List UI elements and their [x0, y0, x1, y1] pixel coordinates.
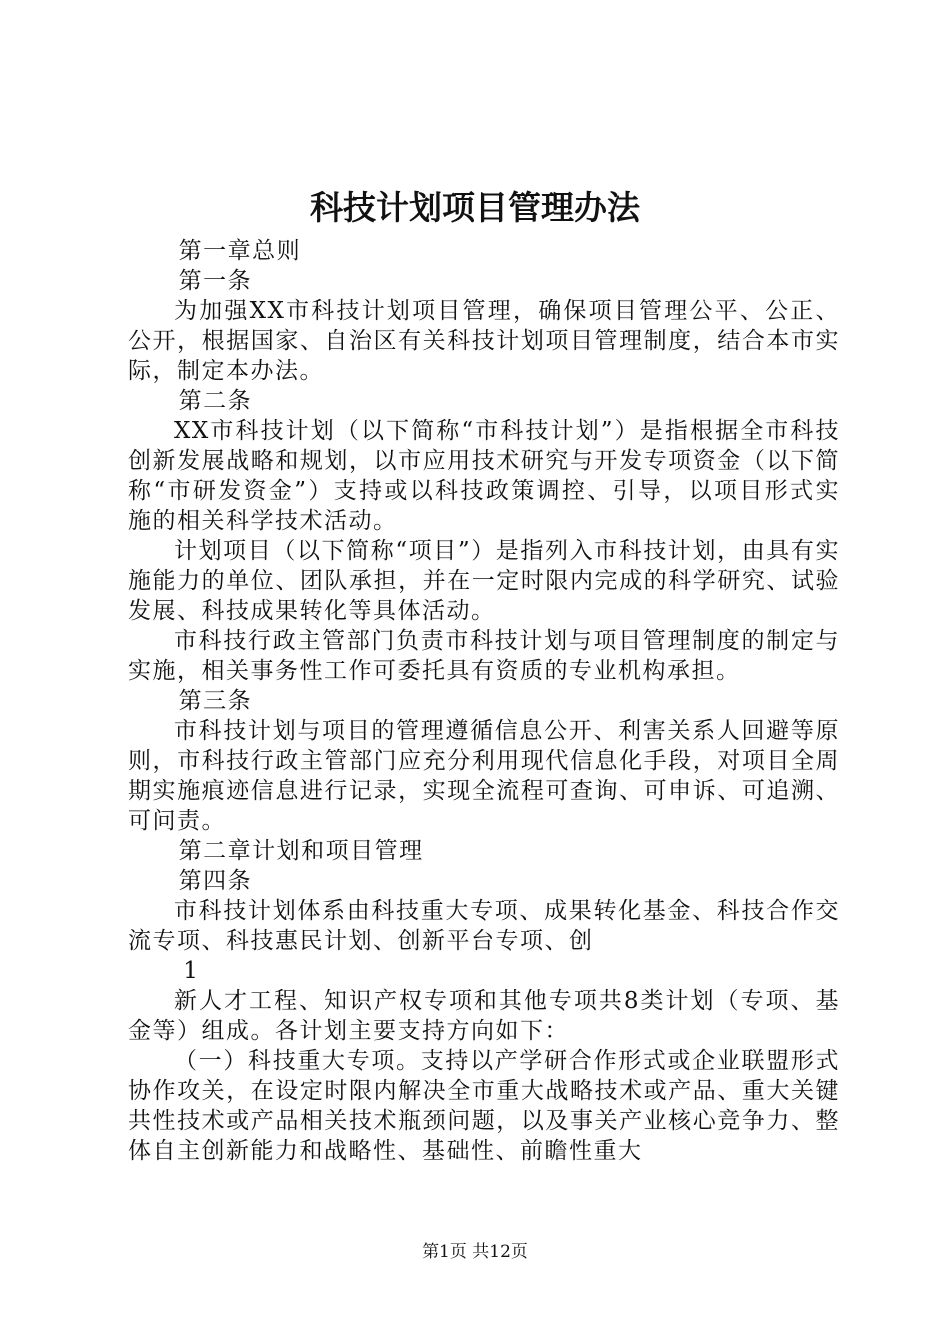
chapter-heading: 第二章计划和项目管理	[178, 838, 424, 864]
article-heading: 第一条	[178, 268, 253, 294]
body-paragraph: 为加强XX市科技计划项目管理，确保项目管理公平、公正、公开，根据国家、自治区有关科技计划项目管理制度，结合本市实际，制定本办法。	[128, 298, 840, 384]
article-heading: 第四条	[178, 868, 253, 894]
body-paragraph: 计划项目（以下简称“项目”）是指列入市科技计划，由具有实施能力的单位、团队承担，并在一定时限内完成的科学研究、试验发展、科技成果转化等具体活动。	[128, 538, 840, 624]
page-footer: 第1页 共12页	[422, 1242, 528, 1262]
body-paragraph: （一）科技重大专项。支持以产学研合作形式或企业联盟形式协作攻关，在设定时限内解决全市重大战略技术或产品、重大关键共性技术或产品相关技术瓶颈问题，以及事关产业核心竞争力、整体自主创新能力和战略性、基础性、前瞻性重大	[128, 1048, 840, 1164]
body-paragraph: XX市科技计划（以下简称“市科技计划”）是指根据全市科技创新发展战略和规划，以市应用技术研究与开发专项资金（以下简称“市研发资金”）支持或以科技政策调控、引导，以项目形式实施的相关科学技术活动。	[128, 418, 840, 534]
document-title: 科技计划项目管理办法	[310, 188, 640, 227]
article-heading: 第三条	[178, 688, 253, 714]
chapter-heading: 第一章总则	[178, 238, 302, 264]
article-heading: 第二条	[178, 388, 253, 414]
body-paragraph: 新人才工程、知识产权专项和其他专项共8类计划（专项、基金等）组成。各计划主要支持方向如下：	[128, 988, 840, 1044]
document-body	[128, 236, 840, 1166]
body-paragraph: 市科技计划体系由科技重大专项、成果转化基金、科技合作交流专项、科技惠民计划、创新平台专项、创	[128, 898, 840, 954]
body-paragraph: 市科技行政主管部门负责市科技计划与项目管理制度的制定与实施，相关事务性工作可委托具有资质的专业机构承担。	[128, 628, 840, 684]
inline-page-number: 1	[183, 958, 200, 984]
body-paragraph: 市科技计划与项目的管理遵循信息公开、利害关系人回避等原则，市科技行政主管部门应充分利用现代信息化手段，对项目全周期实施痕迹信息进行记录，实现全流程可查询、可申诉、可追溯、可问责。	[128, 718, 840, 834]
